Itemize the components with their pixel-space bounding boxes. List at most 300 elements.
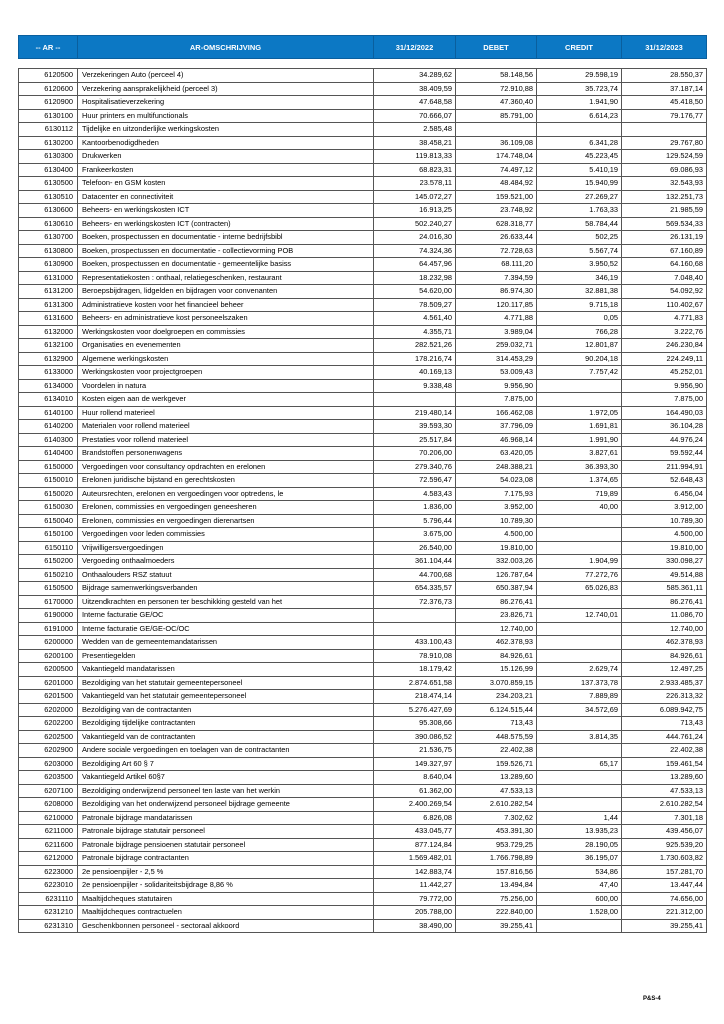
ar-code: 6130500: [19, 177, 78, 191]
credit-value: [537, 123, 622, 137]
balance-2023: 6.456,04: [622, 487, 707, 501]
ar-code: 6140200: [19, 420, 78, 434]
balance-2023: 26.131,19: [622, 231, 707, 245]
debet-value: 84.926,61: [456, 649, 537, 663]
balance-2022: 502.240,27: [374, 217, 456, 231]
debet-value: 1.766.798,89: [456, 852, 537, 866]
balance-2022: 64.457,96: [374, 258, 456, 272]
balance-2022: [374, 622, 456, 636]
credit-value: 36.393,30: [537, 460, 622, 474]
balance-2023: 22.402,38: [622, 744, 707, 758]
table-row: [19, 757, 707, 771]
debet-value: 23.748,92: [456, 204, 537, 218]
debet-value: 72.910,88: [456, 82, 537, 96]
balance-2022: 2.585,48: [374, 123, 456, 137]
balance-2023: 52.648,43: [622, 474, 707, 488]
ar-code: 6150200: [19, 555, 78, 569]
debet-value: 332.003,26: [456, 555, 537, 569]
credit-value: [537, 919, 622, 933]
header-debet: DEBET: [456, 36, 537, 59]
ar-code: 6202200: [19, 717, 78, 731]
debet-value: 37.796,09: [456, 420, 537, 434]
table-row: [19, 784, 707, 798]
credit-value: 7.889,89: [537, 690, 622, 704]
table-row: [19, 879, 707, 893]
balance-2023: 110.402,67: [622, 298, 707, 312]
balance-2022: 433.045,77: [374, 825, 456, 839]
balance-2022: 79.772,00: [374, 892, 456, 906]
balance-2023: 7.875,00: [622, 393, 707, 407]
balance-2022: 72.376,73: [374, 595, 456, 609]
balance-2023: 330.098,27: [622, 555, 707, 569]
balance-2023: 4.771,83: [622, 312, 707, 326]
credit-value: 65.026,83: [537, 582, 622, 596]
ar-code: 6131600: [19, 312, 78, 326]
ar-description: Maaltijdcheques contractuelen: [78, 906, 374, 920]
debet-value: 953.729,25: [456, 838, 537, 852]
ar-description: Boeken, prospectussen en documentatie - gemeentelijke basiss: [78, 258, 374, 272]
balance-2023: 3.912,00: [622, 501, 707, 515]
table-row: [19, 838, 707, 852]
credit-value: [537, 379, 622, 393]
header-balance-2022: 31/12/2022: [374, 36, 456, 59]
credit-value: [537, 771, 622, 785]
ar-description: Erelonen, commissies en vergoedingen dierenartsen: [78, 514, 374, 528]
table-row: [19, 150, 707, 164]
balance-2022: 25.517,84: [374, 433, 456, 447]
ar-description: Hospitalisatieverzekering: [78, 96, 374, 110]
table-row: [19, 798, 707, 812]
balance-2022: 119.813,33: [374, 150, 456, 164]
ar-description: Bezoldiging onderwijzend personeel ten laste van het werkin: [78, 784, 374, 798]
ar-code: 6130610: [19, 217, 78, 231]
ar-code: 6130200: [19, 136, 78, 150]
ar-code: 6223010: [19, 879, 78, 893]
table-row: [19, 312, 707, 326]
debet-value: 314.453,29: [456, 352, 537, 366]
balance-2022: 26.540,00: [374, 541, 456, 555]
debet-value: 58.148,56: [456, 69, 537, 83]
credit-value: [537, 528, 622, 542]
balance-2022: 38.409,59: [374, 82, 456, 96]
debet-value: 453.391,30: [456, 825, 537, 839]
balance-2022: 1.569.482,01: [374, 852, 456, 866]
table-row: [19, 663, 707, 677]
balance-2023: 13.447,44: [622, 879, 707, 893]
ar-description: Kantoorbenodigdheden: [78, 136, 374, 150]
ar-description: Vakantiegeld Artikel 60§7: [78, 771, 374, 785]
balance-2022: 282.521,26: [374, 339, 456, 353]
ar-code: 6120500: [19, 69, 78, 83]
balance-2023: 29.767,80: [622, 136, 707, 150]
credit-value: 34.572,69: [537, 703, 622, 717]
ar-description: Bezoldiging Art 60 § 7: [78, 757, 374, 771]
ar-code: 6150040: [19, 514, 78, 528]
table-row: [19, 622, 707, 636]
balance-2023: 64.160,68: [622, 258, 707, 272]
table-row: [19, 393, 707, 407]
balance-2023: [622, 123, 707, 137]
balance-2022: 5.796,44: [374, 514, 456, 528]
debet-value: 19.810,00: [456, 541, 537, 555]
debet-value: 7.875,00: [456, 393, 537, 407]
ar-code: 6150100: [19, 528, 78, 542]
balance-2022: 433.100,43: [374, 636, 456, 650]
ar-description: Beheers- en werkingskosten ICT (contracten): [78, 217, 374, 231]
credit-value: [537, 744, 622, 758]
balance-2023: 7.301,18: [622, 811, 707, 825]
ar-code: 6130400: [19, 163, 78, 177]
balance-2023: 132.251,73: [622, 190, 707, 204]
balance-2022: 18.179,42: [374, 663, 456, 677]
ar-description: Voordelen in natura: [78, 379, 374, 393]
debet-value: 3.952,00: [456, 501, 537, 515]
ar-description: Materialen voor rollend materieel: [78, 420, 374, 434]
balance-2022: 24.016,30: [374, 231, 456, 245]
credit-value: 0,05: [537, 312, 622, 326]
ar-description: Patronale bijdrage statutair personeel: [78, 825, 374, 839]
debet-value: 650.387,94: [456, 582, 537, 596]
credit-value: [537, 514, 622, 528]
ar-code: 6140400: [19, 447, 78, 461]
debet-value: 54.023,08: [456, 474, 537, 488]
table-row: [19, 204, 707, 218]
debet-value: 2.610.282,54: [456, 798, 537, 812]
ar-code: 6150030: [19, 501, 78, 515]
ar-description: Vakantiegeld van de contractanten: [78, 730, 374, 744]
credit-value: 346,19: [537, 271, 622, 285]
ar-code: 6132900: [19, 352, 78, 366]
balance-2022: 16.913,25: [374, 204, 456, 218]
table-row: [19, 690, 707, 704]
table-row: [19, 636, 707, 650]
ar-description: Beheers- en werkingskosten ICT: [78, 204, 374, 218]
table-row: [19, 771, 707, 785]
table-row: [19, 190, 707, 204]
balance-2022: 1.836,00: [374, 501, 456, 515]
debet-value: 74.497,12: [456, 163, 537, 177]
header-credit: CREDIT: [537, 36, 622, 59]
table-row: [19, 852, 707, 866]
table-row: [19, 514, 707, 528]
credit-value: [537, 784, 622, 798]
ar-description: Frankeerkosten: [78, 163, 374, 177]
credit-value: [537, 622, 622, 636]
balance-2022: 390.086,52: [374, 730, 456, 744]
credit-value: 77.272,76: [537, 568, 622, 582]
ar-description: Auteursrechten, erelonen en vergoedingen voor optredens, le: [78, 487, 374, 501]
ar-code: 6150010: [19, 474, 78, 488]
table-row: [19, 163, 707, 177]
ar-code: 6203000: [19, 757, 78, 771]
table-row: [19, 744, 707, 758]
credit-value: 3.827,61: [537, 447, 622, 461]
table-row: [19, 271, 707, 285]
debet-value: 157.816,56: [456, 865, 537, 879]
ar-code: 6231210: [19, 906, 78, 920]
ar-code: 6133000: [19, 366, 78, 380]
debet-value: 9.956,90: [456, 379, 537, 393]
credit-value: [537, 717, 622, 731]
ar-description: 2e pensioenpijler - 2,5 %: [78, 865, 374, 879]
credit-value: 12.740,01: [537, 609, 622, 623]
debet-value: 7.394,59: [456, 271, 537, 285]
ar-description: Vakantiegeld mandatarissen: [78, 663, 374, 677]
debet-value: 26.633,44: [456, 231, 537, 245]
ar-description: Prestaties voor rollend materieel: [78, 433, 374, 447]
ar-code: 6130600: [19, 204, 78, 218]
credit-value: 1.991,90: [537, 433, 622, 447]
balance-2022: 38.458,21: [374, 136, 456, 150]
header-balance-2023: 31/12/2023: [622, 36, 707, 59]
balance-2022: 149.327,97: [374, 757, 456, 771]
table-row: [19, 582, 707, 596]
credit-value: 1,44: [537, 811, 622, 825]
ar-description: Uitzendkrachten en personen ter beschikking gesteld van het: [78, 595, 374, 609]
debet-value: 47.360,40: [456, 96, 537, 110]
debet-value: 13.289,60: [456, 771, 537, 785]
ar-description: Datacenter en connectiviteit: [78, 190, 374, 204]
ar-code: 6201500: [19, 690, 78, 704]
balance-2022: 23.578,11: [374, 177, 456, 191]
ar-description: Beroepsbijdragen, lidgelden en bijdragen voor convenanten: [78, 285, 374, 299]
balance-2023: 36.104,28: [622, 420, 707, 434]
ar-code: 6231310: [19, 919, 78, 933]
balance-2023: 211.994,91: [622, 460, 707, 474]
ar-description: Boeken, prospectussen en documentatie - interne bedrijfsbibl: [78, 231, 374, 245]
balance-2022: 2.874.651,58: [374, 676, 456, 690]
balance-2022: 654.335,57: [374, 582, 456, 596]
ar-code: 6208000: [19, 798, 78, 812]
ar-description: Bezoldiging van het onderwijzend personeel bijdrage gemeente: [78, 798, 374, 812]
balance-2022: 38.490,00: [374, 919, 456, 933]
table-row: [19, 717, 707, 731]
ar-description: Erelonen, commissies en vergoedingen geneesheren: [78, 501, 374, 515]
ar-description: Vergoeding onthaalmoeders: [78, 555, 374, 569]
debet-value: 259.032,71: [456, 339, 537, 353]
table-row: [19, 177, 707, 191]
credit-value: 534,86: [537, 865, 622, 879]
table-row: [19, 96, 707, 110]
table-row: [19, 541, 707, 555]
table-row: [19, 865, 707, 879]
debet-value: 462.378,93: [456, 636, 537, 650]
ar-description: Kosten eigen aan de werkgever: [78, 393, 374, 407]
credit-value: [537, 636, 622, 650]
credit-value: 1.374,65: [537, 474, 622, 488]
balance-2022: 6.826,08: [374, 811, 456, 825]
ar-description: Patronale bijdrage mandatarissen: [78, 811, 374, 825]
credit-value: 45.223,45: [537, 150, 622, 164]
ar-description: Patronale bijdrage pensioenen statutair personeel: [78, 838, 374, 852]
table-row: [19, 811, 707, 825]
table-row: [19, 366, 707, 380]
ar-code: 6140300: [19, 433, 78, 447]
debet-value: 234.203,21: [456, 690, 537, 704]
credit-value: 7.757,42: [537, 366, 622, 380]
balance-2022: 39.593,30: [374, 420, 456, 434]
table-row: [19, 217, 707, 231]
ar-description: Telefoon- en GSM kosten: [78, 177, 374, 191]
debet-value: 86.974,30: [456, 285, 537, 299]
ar-description: Bezoldiging van de contractanten: [78, 703, 374, 717]
ar-description: Drukwerken: [78, 150, 374, 164]
credit-value: [537, 393, 622, 407]
balance-2022: 4.583,43: [374, 487, 456, 501]
ar-code: 6130300: [19, 150, 78, 164]
ar-description: Organisaties en evenementen: [78, 339, 374, 353]
balance-2022: 34.289,62: [374, 69, 456, 83]
balance-2022: 2.400.269,54: [374, 798, 456, 812]
debet-value: 3.070.859,15: [456, 676, 537, 690]
credit-value: [537, 595, 622, 609]
table-row: [19, 109, 707, 123]
header-description: AR-OMSCHRIJVING: [78, 36, 374, 59]
ar-description: Verzekering aansprakelijkheid (perceel 3): [78, 82, 374, 96]
debet-value: 46.968,14: [456, 433, 537, 447]
balance-2022: 361.104,44: [374, 555, 456, 569]
debet-value: 7.175,93: [456, 487, 537, 501]
table-row: [19, 528, 707, 542]
ar-code: 6200000: [19, 636, 78, 650]
ar-code: 6132000: [19, 325, 78, 339]
ar-description: Algemene werkingskosten: [78, 352, 374, 366]
balance-2023: 246.230,84: [622, 339, 707, 353]
table-row: [19, 352, 707, 366]
balance-2023: 3.222,76: [622, 325, 707, 339]
balance-2023: 59.592,44: [622, 447, 707, 461]
balance-2023: 32.543,93: [622, 177, 707, 191]
debet-value: 6.124.515,44: [456, 703, 537, 717]
balance-2023: 925.539,20: [622, 838, 707, 852]
table-row: [19, 244, 707, 258]
debet-value: 85.791,00: [456, 109, 537, 123]
balance-2023: 45.252,01: [622, 366, 707, 380]
credit-value: 719,89: [537, 487, 622, 501]
table-row: [19, 123, 707, 137]
table-row: [19, 258, 707, 272]
debet-value: 174.748,04: [456, 150, 537, 164]
debet-value: 13.494,84: [456, 879, 537, 893]
ar-code: 6131000: [19, 271, 78, 285]
table-row: [19, 82, 707, 96]
debet-value: 222.840,00: [456, 906, 537, 920]
ar-code: 6202000: [19, 703, 78, 717]
debet-value: 23.826,71: [456, 609, 537, 623]
credit-value: 15.940,99: [537, 177, 622, 191]
balance-2022: 54.620,00: [374, 285, 456, 299]
balance-2022: 279.340,76: [374, 460, 456, 474]
balance-2023: 67.160,89: [622, 244, 707, 258]
ar-description: Verzekeringen Auto (perceel 4): [78, 69, 374, 83]
table-row: [19, 474, 707, 488]
balance-2022: 3.675,00: [374, 528, 456, 542]
ar-code: 6150020: [19, 487, 78, 501]
credit-value: 27.269,27: [537, 190, 622, 204]
ar-code: 6150500: [19, 582, 78, 596]
credit-value: 90.204,18: [537, 352, 622, 366]
ar-code: 6200100: [19, 649, 78, 663]
ar-description: Patronale bijdrage contractanten: [78, 852, 374, 866]
ar-code: 6202900: [19, 744, 78, 758]
balance-2023: 7.048,40: [622, 271, 707, 285]
balance-2022: 70.666,07: [374, 109, 456, 123]
ledger-table: [18, 35, 707, 933]
debet-value: 47.533,13: [456, 784, 537, 798]
ar-description: Wedden van de gemeentemandatarissen: [78, 636, 374, 650]
ar-code: 6223000: [19, 865, 78, 879]
ar-description: Werkingskosten voor projectgroepen: [78, 366, 374, 380]
header-ar: -- AR --: [19, 36, 78, 59]
table-row: [19, 339, 707, 353]
debet-value: 22.402,38: [456, 744, 537, 758]
balance-2022: 18.232,98: [374, 271, 456, 285]
ar-description: Interne facturatie GE/OC: [78, 609, 374, 623]
credit-value: 3.950,52: [537, 258, 622, 272]
balance-2022: 21.536,75: [374, 744, 456, 758]
table-row: [19, 568, 707, 582]
ar-description: Boeken, prospectussen en documentatie - collectievorming POB: [78, 244, 374, 258]
table-body: [19, 59, 707, 933]
balance-2022: 11.442,27: [374, 879, 456, 893]
ar-description: Beheers- en administratieve kost personeelszaken: [78, 312, 374, 326]
debet-value: 628.318,77: [456, 217, 537, 231]
ar-code: 6132100: [19, 339, 78, 353]
balance-2023: 224.249,11: [622, 352, 707, 366]
ar-description: Bijdrage samenwerkingsverbanden: [78, 582, 374, 596]
debet-value: 39.255,41: [456, 919, 537, 933]
ar-description: Onthaalouders RSZ statuut: [78, 568, 374, 582]
ar-description: Erelonen juridische bijstand en gerechtskosten: [78, 474, 374, 488]
debet-value: [456, 123, 537, 137]
table-row: [19, 730, 707, 744]
ar-description: Huur printers en multifunctionals: [78, 109, 374, 123]
balance-2022: 95.308,66: [374, 717, 456, 731]
table-row: [19, 69, 707, 83]
balance-2023: 79.176,77: [622, 109, 707, 123]
balance-2022: 72.596,47: [374, 474, 456, 488]
debet-value: 448.575,59: [456, 730, 537, 744]
balance-2022: 4.561,40: [374, 312, 456, 326]
balance-2022: 205.788,00: [374, 906, 456, 920]
balance-2023: 2.933.485,37: [622, 676, 707, 690]
ar-code: 6150110: [19, 541, 78, 555]
balance-2022: 68.823,31: [374, 163, 456, 177]
balance-2023: 164.490,03: [622, 406, 707, 420]
ar-description: Geschenkbonnen personeel - sectoraal akkoord: [78, 919, 374, 933]
balance-2023: 39.255,41: [622, 919, 707, 933]
table-row: [19, 325, 707, 339]
balance-2022: 78.509,27: [374, 298, 456, 312]
balance-2023: 585.361,11: [622, 582, 707, 596]
table-row: [19, 136, 707, 150]
credit-value: [537, 541, 622, 555]
debet-value: 4.771,88: [456, 312, 537, 326]
credit-value: 65,17: [537, 757, 622, 771]
credit-value: 6.341,28: [537, 136, 622, 150]
balance-2023: 86.276,41: [622, 595, 707, 609]
ar-code: 6212000: [19, 852, 78, 866]
credit-value: 1.691,81: [537, 420, 622, 434]
table-row: [19, 231, 707, 245]
balance-2023: 12.740,00: [622, 622, 707, 636]
balance-2023: 11.086,70: [622, 609, 707, 623]
debet-value: 48.484,92: [456, 177, 537, 191]
ar-code: 6131300: [19, 298, 78, 312]
ar-code: 6130800: [19, 244, 78, 258]
balance-2023: 157.281,70: [622, 865, 707, 879]
ar-description: Maaltijdcheques statutairen: [78, 892, 374, 906]
